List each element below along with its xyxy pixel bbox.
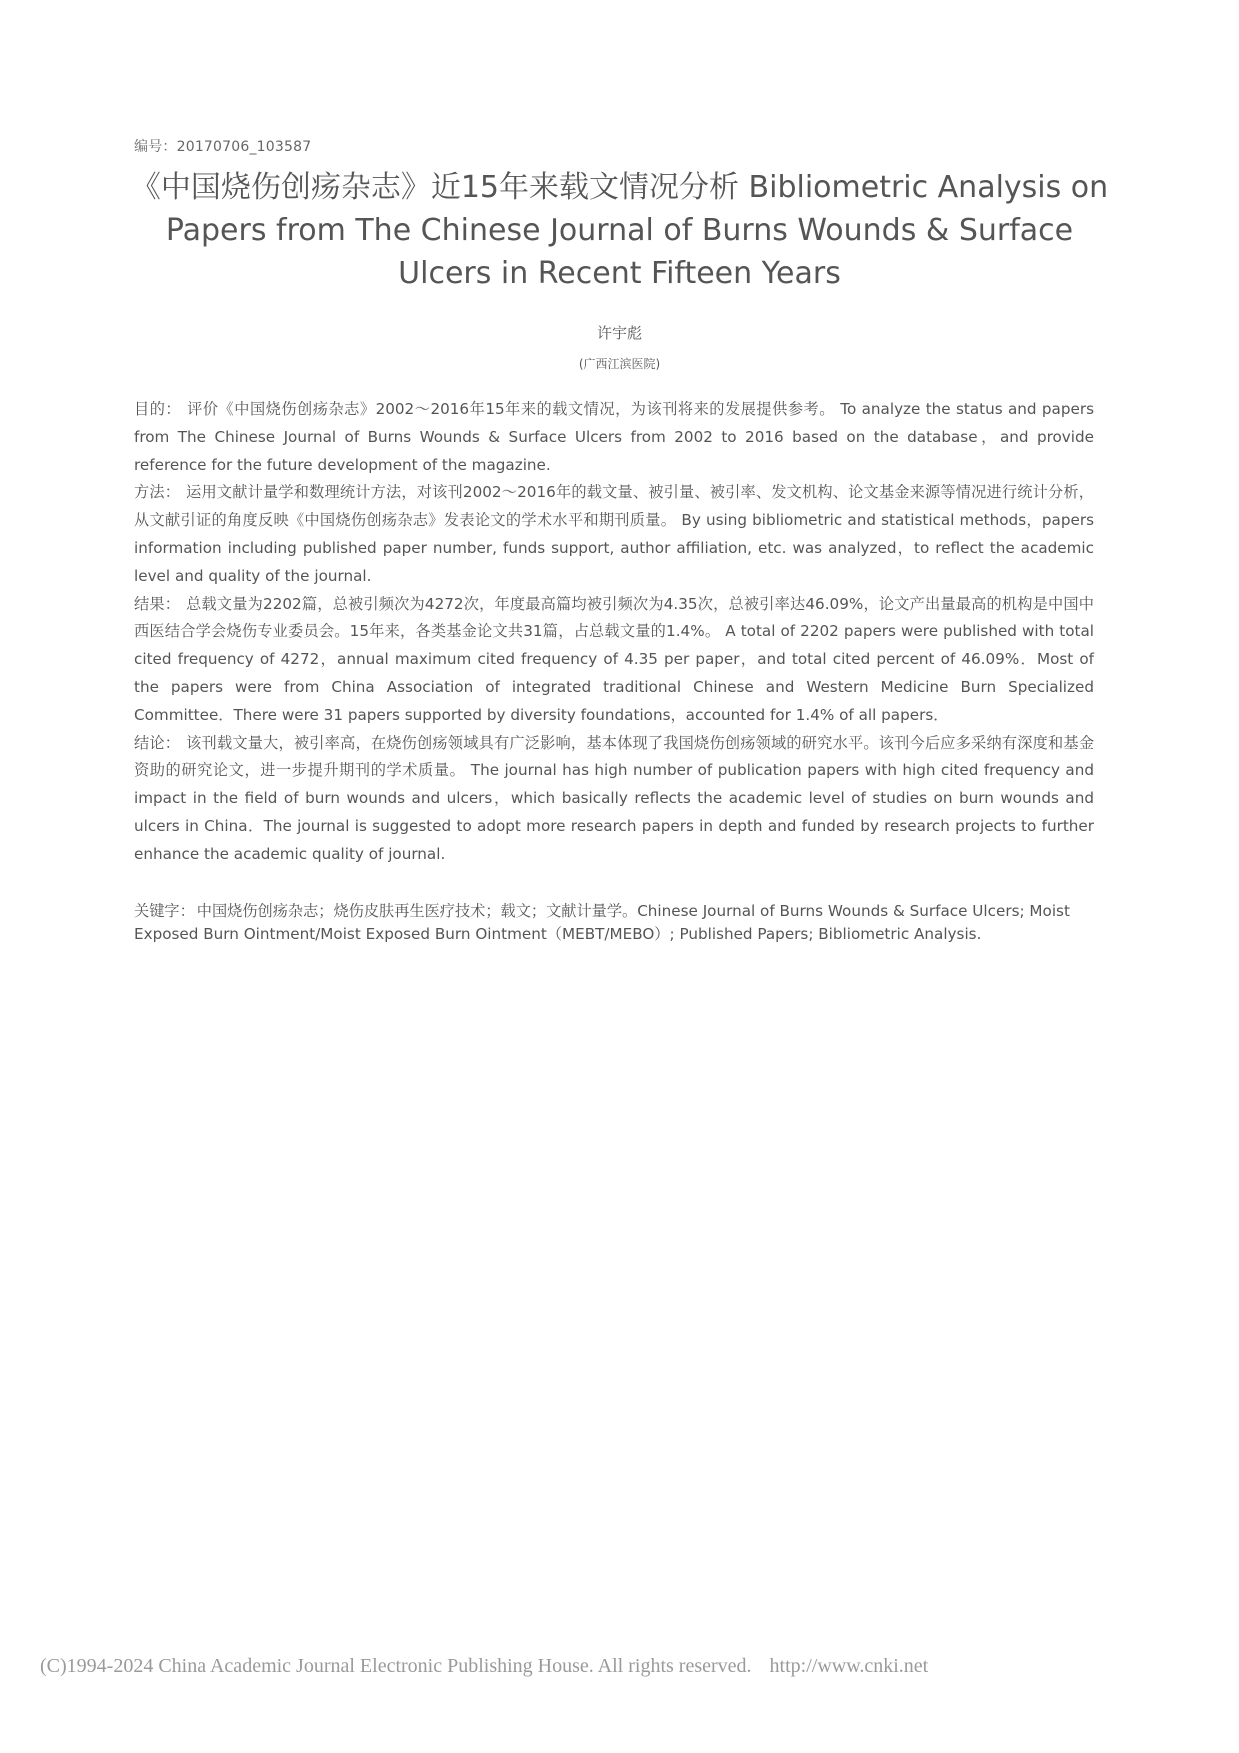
- abstract: [134, 396, 1094, 869]
- document-id-label: 编号：: [134, 139, 177, 155]
- abstract-objective: [134, 396, 1094, 479]
- author-name: 许宇彪: [596, 324, 642, 342]
- conclusion-text: 该刊载文量大，被引率高，在烧伤创疡领域具有广泛影响，基本体现了我国烧伤创疡领域的研究水平。该刊今后应多采纳有深度和基金资助的研究论文，进一步提升期刊的学术质量。 The journal has high number of publication papers with high cited frequency and impact in the field of burn wounds and ulcers，which basically reflects the academic level of studies on burn wounds and ulcers in China．The journal is suggested to adopt more research papers in depth and funded by research projects to further enhance the academic quality of journal.: [134, 733, 1095, 863]
- results-text: 总载文量为2202篇，总被引频次为4272次，年度最高篇均被引频次为4.35次，总被引率达46.09%，论文产出量最高的机构是中国中西医结合学会烧伤专业委员会。15年来，各类基金论文共31篇，占总载文量的1.4%。 A total of 2202 papers were published with total cited frequency of 4272，annual maximum cited frequency of 4.35 per paper，and total cited percent of 46.09%．Most of the papers were from China Association of integrated traditional Chinese and Western Medicine Burn Specialized Committee．There were 31 papers supported by diversity foundations，accounted for 1.4% of all papers．: [134, 594, 1094, 724]
- results-label: 结果：: [134, 594, 181, 613]
- keywords-label: 关键字：: [134, 902, 195, 920]
- footer-url[interactable]: http://www.cnki.net: [769, 1655, 929, 1677]
- copyright-text: (C)1994-2024 China Academic Journal Electronic Publishing House. All rights reserved.: [40, 1655, 752, 1677]
- methods-text: 运用文献计量学和数理统计方法，对该刊2002～2016年的载文量、被引量、被引率、发文机构、论文基金来源等情况进行统计分析，从文献引证的角度反映《中国烧伤创疡杂志》发表论文的学术水平和期刊质量。 By using bibliometric and statistical methods，papers information including published paper number, funds support, author affiliation, etc. was analyzed，to reflect the academic level and quality of the journal.: [134, 483, 1094, 585]
- keywords-text: 中国烧伤创疡杂志；烧伤皮肤再生医疗技术；载文；文献计量学。Chinese Journal of Burns Wounds & Surface Ulcers; Moist Exposed Burn Ointment/Moist Exposed Burn Ointment（MEBT/MEBO）; Published Papers; Bibliometric Analysis.: [134, 902, 1070, 943]
- abstract-conclusion: [134, 730, 1094, 869]
- paper-title: 《中国烧伤创疡杂志》近15年来载文情况分析 Bibliometric Analysis on Papers from The Chinese Journal of Burns Wounds & Surface Ulcers in Recent Fifteen Years: [130, 170, 1109, 291]
- keywords: [134, 900, 1094, 946]
- document-id: [134, 136, 311, 156]
- abstract-methods: [134, 479, 1094, 590]
- objective-text: 评价《中国烧伤创疡杂志》2002～2016年15年来的载文情况，为该刊将来的发展提供参考。 To analyze the status and papers from The Chinese Journal of Burns Wounds & Surface Ulcers from 2002 to 2016 based on the database，and provide reference for the future development of the magazine.: [134, 400, 1094, 474]
- document-id-value: 20170706_103587: [176, 139, 312, 155]
- copyright-footer: [40, 1655, 1200, 1678]
- abstract-results: [134, 591, 1094, 730]
- objective-label: 目的：: [134, 400, 182, 418]
- methods-label: 方法：: [134, 483, 181, 502]
- conclusion-label: 结论：: [134, 733, 181, 752]
- author-affiliation: (广西江滨医院): [578, 357, 661, 371]
